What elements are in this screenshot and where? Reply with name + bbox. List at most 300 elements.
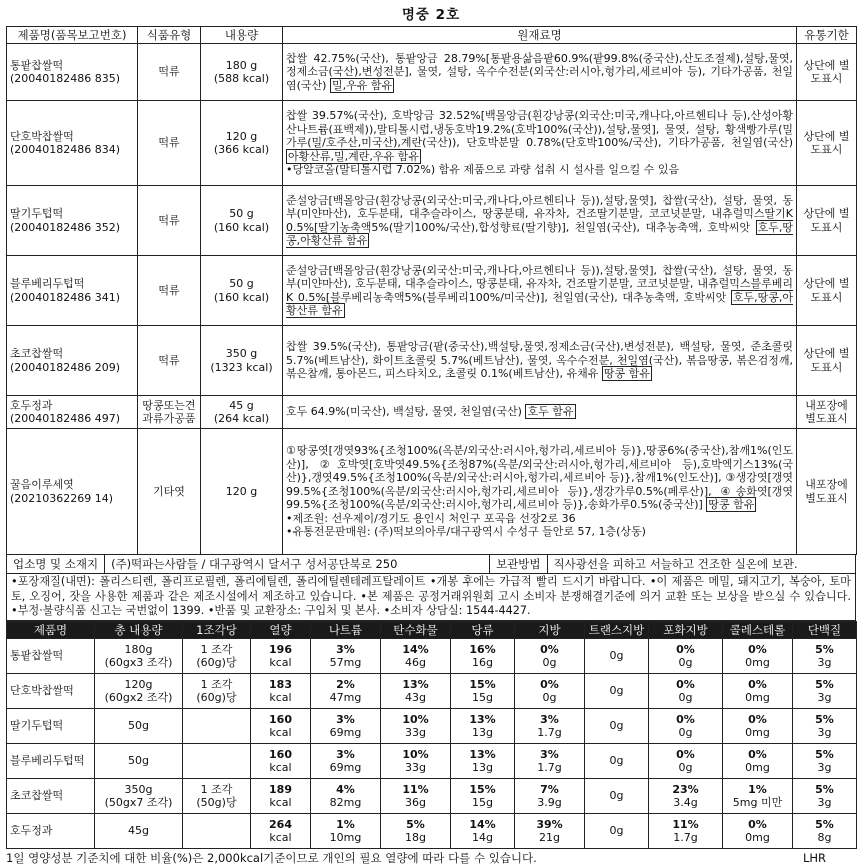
table-row xyxy=(7,326,857,396)
food-type: 떡류 xyxy=(138,326,201,396)
protein-cell xyxy=(793,778,857,813)
sodium-value: 3% xyxy=(336,712,355,726)
calories-value: 196 xyxy=(269,642,292,656)
header-cell: 나트륨 xyxy=(311,621,381,638)
cholesterol-amount: 0mg xyxy=(745,760,770,774)
quantity: 45 g xyxy=(229,398,254,412)
per-piece-cell xyxy=(183,743,251,778)
product-code: (20040182486 497) xyxy=(10,412,121,425)
nutrition-header xyxy=(7,621,857,638)
table-row xyxy=(7,256,857,326)
ingredients-cell xyxy=(283,186,797,256)
carbohydrate-value: 10% xyxy=(402,747,429,761)
label-sheet xyxy=(6,0,856,867)
product-code: (20040182486 341) xyxy=(10,290,121,304)
protein-cell xyxy=(793,743,857,778)
sugars-cell xyxy=(451,778,515,813)
carbohydrate-value: 10% xyxy=(402,712,429,726)
fat-cell xyxy=(515,813,585,848)
allergen-box: 호두 함유 xyxy=(527,405,574,419)
cholesterol-value: 0% xyxy=(748,642,767,656)
calories-value: 160 xyxy=(269,712,292,726)
business-value: (주)떡파는사람들 / 대구광역시 달서구 성서공단북로 250 xyxy=(104,555,489,573)
total-weight-amount: (60gx3 조각) xyxy=(104,655,173,669)
allergen-box: 땅콩 함유 xyxy=(603,367,650,381)
trans-fat-value: 0g xyxy=(609,649,624,663)
total-weight-value: 180g xyxy=(124,642,153,656)
saturated-fat-value: 0% xyxy=(676,642,695,656)
nutrition-name-value: 초코찹쌀떡 xyxy=(10,789,64,803)
product-name: 초코찹쌀떡 xyxy=(10,347,64,360)
saturated-fat-cell xyxy=(649,673,723,708)
header-cell: 총 내용량 xyxy=(95,621,183,638)
sugars-value: 14% xyxy=(469,817,496,831)
fat-cell xyxy=(515,743,585,778)
total-weight-value: 45g xyxy=(128,824,149,838)
fat-amount: 21g xyxy=(539,830,560,844)
calories-amount: kcal xyxy=(269,795,292,809)
protein-cell xyxy=(793,638,857,673)
ingredients-cell xyxy=(283,326,797,396)
product-name-cell xyxy=(7,326,138,396)
saturated-fat-cell xyxy=(649,813,723,848)
food-type: 떡류 xyxy=(138,256,201,326)
calories: (1323 kcal) xyxy=(210,360,273,374)
quantity-cell xyxy=(201,101,283,186)
sodium-amount: 82mg xyxy=(329,795,362,809)
storage-label: 보관방법 xyxy=(489,555,546,573)
cholesterol-cell xyxy=(723,673,793,708)
header-cell: 당류 xyxy=(451,621,515,638)
ingredients-text: 찹쌀 39.57%(국산), 호박앙금 32.52%[백몰앙금(흰강낭콩(외국산:미국,캐나다,아르헨티나 등),산성아황산나트륨(표백제)),말티톨시럽,냉동호박19.2%(호박100%(국산)),설탕,물엿], 물엿, 설탕, 황색빵가루(밀가루(밀/호주산,미국산),계란(국산)), 단호박분말 0.78%(단호박100%/국산), 기타가공품, 천일염(국산) xyxy=(286,109,793,150)
cholesterol-cell xyxy=(723,708,793,743)
calories-amount: kcal xyxy=(269,760,292,774)
product-table xyxy=(6,26,857,555)
calories: (366 kcal) xyxy=(213,143,270,156)
sodium-cell xyxy=(311,638,381,673)
expiry: 상단에 별도표시 xyxy=(797,256,857,326)
fat-value: 39% xyxy=(536,817,563,831)
product-name: 호두정과 xyxy=(10,398,53,412)
nutrition-row xyxy=(7,708,857,743)
expiry: 상단에 별도표시 xyxy=(797,101,857,186)
saturated-fat-cell xyxy=(649,638,723,673)
nutrition-row xyxy=(7,813,857,848)
protein-amount: 3g xyxy=(817,795,832,809)
carbohydrate-cell xyxy=(381,638,451,673)
saturated-fat-value: 0% xyxy=(676,677,695,691)
fat-cell xyxy=(515,778,585,813)
sodium-amount: 10mg xyxy=(329,830,362,844)
quantity: 50 g xyxy=(229,207,254,220)
cholesterol-amount: 5mg 미만 xyxy=(732,795,783,809)
warning-note: •당알코올(말티톨시럽 7.02%) 함유 제품으로 과량 섭취 시 설사를 일으킬 수 있음 xyxy=(286,163,680,177)
total-weight-amount: (60gx2 조각) xyxy=(104,690,173,704)
quantity-cell xyxy=(201,44,283,101)
calories: (160 kcal) xyxy=(213,290,270,304)
fat-value: 3% xyxy=(540,747,559,761)
cholesterol-cell xyxy=(723,813,793,848)
sodium-value: 3% xyxy=(336,747,355,761)
product-name-cell xyxy=(7,44,138,101)
sodium-value: 2% xyxy=(336,677,355,691)
quantity: 120 g xyxy=(225,484,258,498)
distributor: •유통전문판매원: (주)떡보의아루/대구광역시 수성구 들안로 57, 1층(상동) xyxy=(286,525,646,539)
product-name: 꿀음이루세엿 xyxy=(10,478,74,491)
saturated-fat-amount: 0g xyxy=(678,655,693,669)
protein-value: 5% xyxy=(815,677,834,691)
table-row xyxy=(7,396,857,429)
info-section xyxy=(6,555,856,621)
protein-cell xyxy=(793,708,857,743)
quantity-cell xyxy=(201,429,283,555)
carbohydrate-amount: 33g xyxy=(405,725,426,739)
sugars-amount: 13g xyxy=(472,725,493,739)
allergen-box: 아황산류,밀,계란,우유 함유 xyxy=(288,149,419,163)
sodium-cell xyxy=(311,813,381,848)
allergen-box: 호두,땅콩,아황산류 함유 xyxy=(286,220,793,247)
sugars-amount: 15g xyxy=(472,795,493,809)
fat-value: 0% xyxy=(540,677,559,691)
product-code: (20210362269 14) xyxy=(10,491,114,505)
expiry: 상단에 별도표시 xyxy=(797,44,857,101)
nutrition-name-cell xyxy=(7,708,95,743)
saturated-fat-value: 23% xyxy=(672,782,699,796)
cholesterol-cell xyxy=(723,778,793,813)
quantity: 350 g xyxy=(225,347,258,360)
quantity-cell xyxy=(201,256,283,326)
saturated-fat-amount: 0g xyxy=(678,725,693,739)
cholesterol-value: 0% xyxy=(748,677,767,691)
per-piece-value: 1 조각 xyxy=(200,642,233,656)
nutrition-row xyxy=(7,778,857,813)
carbohydrate-cell xyxy=(381,778,451,813)
calories-amount: kcal xyxy=(269,655,292,669)
per-piece-value: 1 조각 xyxy=(200,677,233,691)
header-cell: 지방 xyxy=(515,621,585,638)
storage-value: 직사광선을 피하고 서늘하고 건조한 실온에 보관. xyxy=(547,555,804,573)
manufacturer: •제조원: 선우제이/경기도 용인시 처인구 포곡읍 선장2로 36 xyxy=(286,511,576,525)
per-piece-cell xyxy=(183,813,251,848)
business-row xyxy=(7,555,855,574)
product-name: 블루베리두텁떡 xyxy=(10,277,85,290)
carbohydrate-cell xyxy=(381,813,451,848)
carbohydrate-cell xyxy=(381,743,451,778)
cholesterol-amount: 0mg xyxy=(745,690,770,704)
ingredients-text: 준설앙금[백몰앙금(흰강낭콩(외국산:미국,캐나다,아르헨티나 등)),설탕,물엿], 찹쌀(국산), 설탕, 물엿, 동부(미얀마산), 호두분태, 대추슬라이스, 땅콩분태, 유자차, 건조딸기분말, 코코넛분말, 내츄럴믹스딸기K 0.5%[딸기농축액5%(딸기100%/국산),합성향료(딸기향)], 천일염(국산), 대추농축액, 호박씨앗 xyxy=(286,193,793,234)
header-cell: 제품명(품목보고번호) xyxy=(7,27,138,44)
notes-text: •포장재질(내면): 폴리스티렌, 폴리프로필렌, 폴리에틸렌, 폴리에틸렌테레프탈레이트 •개봉 후에는 가급적 빨리 드시기 바랍니다. •이 제품은 메밀, 돼지고기, 복숭아, 토마토, 오징어, 잣을 사용한 제품과 같은 제조시설에서 제조하고 있습니다. •본 제품은 공정거래위원회 고시 소비자 분쟁해결기준에 의거 교환 또는 보상을 받으실 수 있습니다. •부정·불량식품 신고는 국번없이 1399. •반품 및 교환장소: 구입처 및 본사. •소비자 상담실: 1544-4427. xyxy=(11,575,851,618)
header-cell: 내용량 xyxy=(201,27,283,44)
carbohydrate-amount: 33g xyxy=(405,760,426,774)
fat-amount: 1.7g xyxy=(537,760,562,774)
fat-value: 3% xyxy=(540,712,559,726)
food-type: 기타엿 xyxy=(138,429,201,555)
cholesterol-value: 0% xyxy=(748,712,767,726)
total-weight-value: 50g xyxy=(128,719,149,733)
footer-code: LHR xyxy=(802,850,826,865)
protein-value: 5% xyxy=(815,642,834,656)
quantity: 50 g xyxy=(229,277,254,290)
sugars-amount: 16g xyxy=(472,655,493,669)
protein-amount: 8g xyxy=(817,830,832,844)
calories-cell xyxy=(251,673,311,708)
per-piece-cell xyxy=(183,638,251,673)
nutrition-row xyxy=(7,673,857,708)
protein-value: 5% xyxy=(815,817,834,831)
total-weight-cell xyxy=(95,813,183,848)
header-cell: 트랜스지방 xyxy=(585,621,649,638)
trans-fat-value: 0g xyxy=(609,789,624,803)
total-weight-cell xyxy=(95,743,183,778)
nutrition-name-cell xyxy=(7,743,95,778)
product-name-cell xyxy=(7,396,138,429)
saturated-fat-cell xyxy=(649,708,723,743)
fat-amount: 1.7g xyxy=(537,725,562,739)
cholesterol-value: 0% xyxy=(748,747,767,761)
footer xyxy=(6,849,856,867)
product-name-cell xyxy=(7,101,138,186)
carbohydrate-value: 11% xyxy=(402,782,429,796)
header-cell: 열량 xyxy=(251,621,311,638)
food-type: 떡류 xyxy=(138,186,201,256)
sodium-cell xyxy=(311,743,381,778)
fat-cell xyxy=(515,638,585,673)
header-cell: 1조각당 xyxy=(183,621,251,638)
nutrition-name-value: 블루베리두텁떡 xyxy=(10,754,85,768)
calories-value: 183 xyxy=(269,677,292,691)
trans-fat-cell xyxy=(585,813,649,848)
calories-value: 189 xyxy=(269,782,292,796)
carbohydrate-amount: 18g xyxy=(405,830,426,844)
sugars-cell xyxy=(451,673,515,708)
nutrition-name-value: 딸기두텁떡 xyxy=(10,719,64,733)
carbohydrate-value: 14% xyxy=(402,642,429,656)
ingredients-text: 호두 64.9%(미국산), 백설탕, 물엿, 천일염(국산) xyxy=(286,405,522,419)
header-cell: 콜레스테롤 xyxy=(723,621,793,638)
ingredients-cell xyxy=(283,101,797,186)
sodium-amount: 69mg xyxy=(329,725,362,739)
calories-cell xyxy=(251,638,311,673)
trans-fat-value: 0g xyxy=(609,719,624,733)
total-weight-cell xyxy=(95,638,183,673)
table-row xyxy=(7,44,857,101)
carbohydrate-value: 13% xyxy=(402,677,429,691)
ingredients-cell xyxy=(283,396,797,429)
product-name-cell xyxy=(7,256,138,326)
nutrition-name-value: 단호박찹쌀떡 xyxy=(10,684,74,698)
product-name-cell xyxy=(7,186,138,256)
nutrition-row xyxy=(7,743,857,778)
table-row xyxy=(7,101,857,186)
quantity-cell xyxy=(201,396,283,429)
protein-amount: 3g xyxy=(817,655,832,669)
product-name: 통팥찹쌀떡 xyxy=(10,58,64,72)
sodium-amount: 47mg xyxy=(329,690,362,704)
sugars-value: 13% xyxy=(469,747,496,761)
header-cell: 포화지방 xyxy=(649,621,723,638)
calories: (588 kcal) xyxy=(213,72,270,85)
nutrition-name-value: 통팥찹쌀떡 xyxy=(10,649,64,663)
allergen-box: 땅콩 함유 xyxy=(708,498,755,512)
protein-cell xyxy=(793,813,857,848)
product-name-cell xyxy=(7,429,138,555)
table-row xyxy=(7,429,857,555)
sugars-amount: 14g xyxy=(472,830,493,844)
ingredients-cell xyxy=(283,44,797,101)
product-code: (20040182486 209) xyxy=(10,360,121,374)
total-weight-cell xyxy=(95,673,183,708)
calories-amount: kcal xyxy=(269,725,292,739)
sugars-value: 16% xyxy=(469,642,496,656)
per-piece-amount: (60g)당 xyxy=(196,655,237,669)
quantity: 120 g xyxy=(225,129,258,143)
cholesterol-value: 1% xyxy=(748,782,767,796)
cholesterol-amount: 0mg xyxy=(745,830,770,844)
nutrition-name-cell xyxy=(7,673,95,708)
cholesterol-amount: 0mg xyxy=(745,725,770,739)
fat-cell xyxy=(515,673,585,708)
fat-amount: 0g xyxy=(542,655,557,669)
table-row xyxy=(7,186,857,256)
header-cell: 단백질 xyxy=(793,621,857,638)
calories-amount: kcal xyxy=(269,830,292,844)
allergen-box: 호두,땅콩,아황산류 함유 xyxy=(286,290,793,317)
per-piece-cell xyxy=(183,673,251,708)
saturated-fat-value: 11% xyxy=(672,817,699,831)
nutrition-name-cell xyxy=(7,638,95,673)
total-weight-cell xyxy=(95,708,183,743)
sodium-value: 1% xyxy=(336,817,355,831)
quantity: 180 g xyxy=(225,58,258,72)
sugars-value: 15% xyxy=(469,782,496,796)
trans-fat-cell xyxy=(585,673,649,708)
total-weight-value: 350g xyxy=(124,782,153,796)
header-cell: 원재료명 xyxy=(283,27,797,44)
fat-amount: 0g xyxy=(542,690,557,704)
calories-cell xyxy=(251,778,311,813)
total-weight-cell xyxy=(95,778,183,813)
protein-value: 5% xyxy=(815,712,834,726)
protein-amount: 3g xyxy=(817,760,832,774)
fat-amount: 3.9g xyxy=(537,795,562,809)
product-code: (20040182486 834) xyxy=(10,143,121,156)
allergen-box: 밀,우유 함유 xyxy=(331,78,393,92)
food-type: 땅콩또는견과류가공품 xyxy=(138,396,201,429)
sugars-amount: 13g xyxy=(472,760,493,774)
sugars-amount: 15g xyxy=(472,690,493,704)
protein-value: 5% xyxy=(815,782,834,796)
carbohydrate-amount: 46g xyxy=(405,655,426,669)
product-code: (20040182486 352) xyxy=(10,220,121,234)
expiry: 상단에 별도표시 xyxy=(797,326,857,396)
header-cell: 식품유형 xyxy=(138,27,201,44)
product-code: (20040182486 835) xyxy=(10,72,121,85)
protein-amount: 3g xyxy=(817,725,832,739)
total-weight-value: 120g xyxy=(124,677,153,691)
product-name: 딸기두텁떡 xyxy=(10,207,64,220)
business-label: 업소명 및 소재지 xyxy=(13,557,99,571)
trans-fat-cell xyxy=(585,638,649,673)
header-cell: 제품명 xyxy=(7,621,95,638)
header-cell: 유통기한 xyxy=(797,27,857,44)
nutrition-row xyxy=(7,638,857,673)
carbohydrate-value: 5% xyxy=(406,817,425,831)
expiry: 내포장에 별도표시 xyxy=(797,429,857,555)
nutrition-name-value: 호두정과 xyxy=(10,824,53,838)
ingredients-cell xyxy=(283,256,797,326)
calories-cell xyxy=(251,813,311,848)
food-type: 떡류 xyxy=(138,101,201,186)
cholesterol-cell xyxy=(723,743,793,778)
ingredients-cell xyxy=(283,429,797,555)
sodium-cell xyxy=(311,778,381,813)
fat-cell xyxy=(515,708,585,743)
sugars-cell xyxy=(451,708,515,743)
total-weight-amount: (50gx7 조각) xyxy=(104,795,173,809)
saturated-fat-cell xyxy=(649,743,723,778)
sodium-value: 3% xyxy=(336,642,355,656)
per-piece-amount: (50g)당 xyxy=(196,795,237,809)
cholesterol-value: 0% xyxy=(748,817,767,831)
saturated-fat-value: 0% xyxy=(676,747,695,761)
per-piece-value: 1 조각 xyxy=(200,782,233,796)
sugars-cell xyxy=(451,743,515,778)
food-type: 떡류 xyxy=(138,44,201,101)
page-title: 명중 2호 xyxy=(401,7,461,23)
sodium-amount: 57mg xyxy=(329,655,362,669)
per-piece-amount: (60g)당 xyxy=(196,690,237,704)
nutrition-name-cell xyxy=(7,778,95,813)
sodium-cell xyxy=(311,673,381,708)
expiry: 내포장에 별도표시 xyxy=(797,396,857,429)
protein-amount: 3g xyxy=(817,690,832,704)
sugars-value: 13% xyxy=(469,712,496,726)
trans-fat-cell xyxy=(585,708,649,743)
ingredients-text: 찹쌀 42.75%(국산), 통팥앙금 28.79%[통팥용삶음팥60.9%(팥99.8%(중국산),산도조절제),설탕,물엿,정제소금(국산),변성전분], 물엿, 설탕, 옥수수전분(외국산:러시아,헝가리,세르비아 등), 기타가공품, 천일염(국산) xyxy=(286,51,793,92)
calories: (264 kcal) xyxy=(213,412,270,425)
ingredients-text: ①땅콩엿[갱엿93%{조청100%(옥분/외국산:러시아,헝가리,세르비아 등)},땅콩6%(중국산),참깨1%(인도산)], ②호박엿[호박엿49.5%{조청87%(옥분/외국산:러시아,헝가리,세르비아 등),호박엑기스13%(국산)},갱엿49.5%{조청100%(옥분/외국산:러시아,헝가리,세르비아 등)},참깨1%(인도산)], ③생강엿[갱엿99.5%{조청100%(옥분/외국산:러시아,헝가리,세르비아 등)},생강가루0.5%(페루산)], ④송화엿[갱엿99.5%{조청100%(옥분/외국산:러시아,헝가리,세르비아 등)},송화가루0.5%(중국산)] xyxy=(286,444,793,512)
protein-cell xyxy=(793,673,857,708)
per-piece-cell xyxy=(183,778,251,813)
cholesterol-amount: 0mg xyxy=(745,655,770,669)
calories: (160 kcal) xyxy=(213,220,270,234)
trans-fat-value: 0g xyxy=(609,754,624,768)
total-weight-value: 50g xyxy=(128,754,149,768)
expiry: 상단에 별도표시 xyxy=(797,186,857,256)
sugars-value: 15% xyxy=(469,677,496,691)
carbohydrate-cell xyxy=(381,673,451,708)
sugars-cell xyxy=(451,638,515,673)
fat-value: 0% xyxy=(540,642,559,656)
header-cell: 탄수화물 xyxy=(381,621,451,638)
carbohydrate-amount: 36g xyxy=(405,795,426,809)
sodium-value: 4% xyxy=(336,782,355,796)
sugars-cell xyxy=(451,813,515,848)
per-piece-cell xyxy=(183,708,251,743)
protein-value: 5% xyxy=(815,747,834,761)
trans-fat-value: 0g xyxy=(609,684,624,698)
footer-note: 1일 영양성분 기준치에 대한 비율(%)은 2,000kcal기준이므로 개인의 필요 열량에 따라 다를 수 있습니다. xyxy=(6,850,537,865)
carbohydrate-amount: 43g xyxy=(405,690,426,704)
saturated-fat-amount: 0g xyxy=(678,760,693,774)
trans-fat-cell xyxy=(585,743,649,778)
carbohydrate-cell xyxy=(381,708,451,743)
calories-value: 264 xyxy=(269,817,292,831)
calories-cell xyxy=(251,743,311,778)
product-table-header xyxy=(7,27,857,44)
trans-fat-value: 0g xyxy=(609,824,624,838)
